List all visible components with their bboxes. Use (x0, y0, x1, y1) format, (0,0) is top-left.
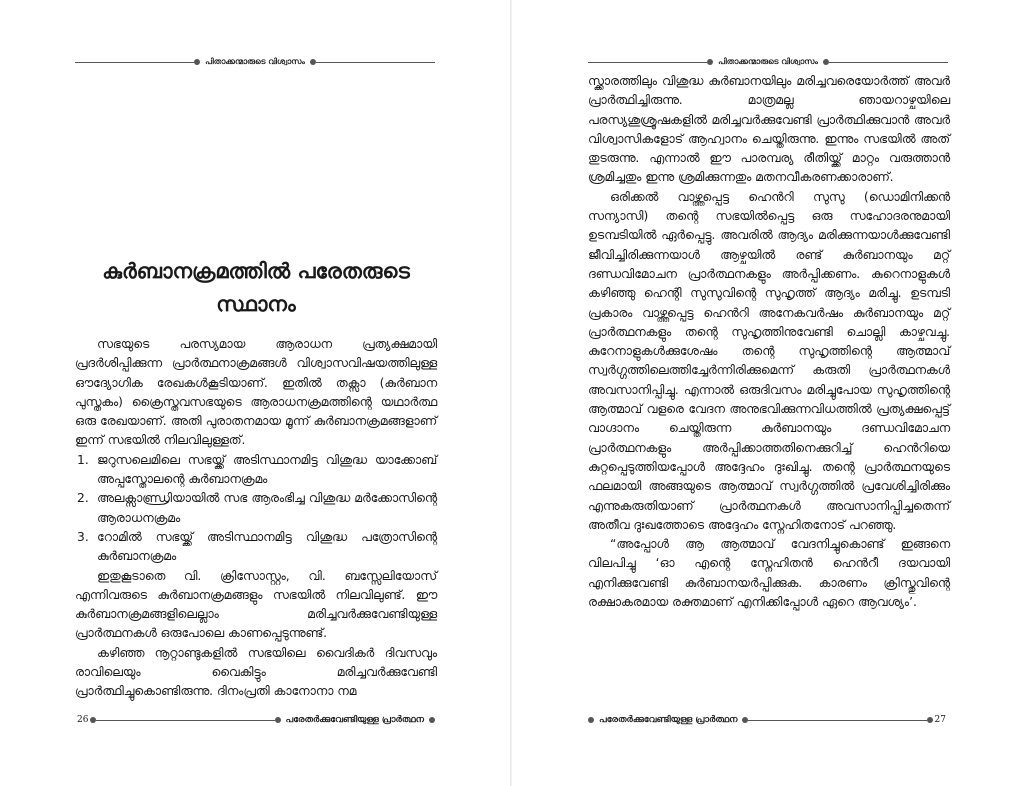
right-page (512, 0, 1024, 786)
paragraph: സ്ക്കാരത്തിലും വിശുദ്ധ കുർബാനയിലും മരിച്ചവരെയോർത്ത് അവർ പ്രാർത്ഥിച്ചിരുന്നു. മാത്രമല്ല ഞായറാഴ്ചയിലെ പരസ്യശുശ്രൂഷകളിൽ മരിച്ചവർക്കുവേണ്ടി പ്രാർത്ഥിക്കുവാൻ അവർ വിശ്വാസികളോട് ആഹ്വാനം ചെയ്തിരുന്നു. ഇന്നും സഭയിൽ അത് തുടരുന്നു. എന്നാൽ ഈ പാരമ്പര്യ രീതിയ്ക്ക് മാറ്റം വരുത്താൻ ശ്രമിച്ചതും ഇന്നു ശ്രമിക്കുന്നതും മതനവീകരണക്കാരാണ്. (588, 74, 950, 185)
divider (829, 62, 948, 63)
divider (96, 720, 274, 721)
page-number: 27 (934, 715, 946, 725)
list-item (75, 528, 437, 567)
body-text (588, 72, 950, 612)
body-text (75, 335, 437, 702)
divider (748, 720, 926, 721)
running-head-title: പിതാക്കന്മാരുടെ വിശ്വാസം (205, 57, 305, 66)
list-item (75, 489, 437, 528)
list-number: 3. (77, 529, 89, 544)
book-title: പരേതർക്കുവേണ്ടിയുള്ള പ്രാർത്ഥന (285, 715, 424, 725)
intro-paragraph: സഭയുടെ പരസ്യമായ ആരാധന പ്രത്യക്ഷമായി പ്രദർശിപ്പിക്കുന്ന പ്രാർത്ഥനാക്രമങ്ങൾ വിശ്വാസവിഷയത്തിലുള്ള ഔദ്യോഗിക രേഖകൾകൂടിയാണ്. ഇതിൽ തക്സാ (കുർബാന പുസ്തകം) ക്രൈസ്തവസഭയുടെ ആരാധനക്രമത്തിന്റെ യഥാർത്ഥ ഒരു രേഖയാണ്. അതി പുരാതനമായ മൂന്ന് കുർബാനക്രമങ്ങളാണ് ഇന്ന് സഭയിൽ നിലവിലുള്ളത്. (75, 337, 437, 448)
list-item (75, 451, 437, 490)
running-head-title: പിതാക്കന്മാരുടെ വിശ്വാസം (718, 57, 818, 66)
running-head (75, 57, 435, 67)
list-item-text: അലക്സാണ്ഡ്രിയായിൽ സഭ ആരംഭിച്ച വിശുദ്ധ മർക്കോസിന്റെ ആരാധനക്രമം (97, 491, 437, 525)
list-item-text: ജറുസലെമിലെ സഭയ്ക്ക് അടിസ്ഥാനമിട്ട വിശുദ്ധ യാക്കോബ് അപ്പസ്തോലന്റെ കുർബാനക്രമം (97, 452, 437, 487)
divider (588, 62, 707, 63)
divider (316, 62, 435, 63)
list-item-text: റോമിൽ സഭയ്ക്ക് അടിസ്ഥാനമിട്ട വിശുദ്ധ പത്രോസിന്റെ കുർബാനക്രമം (97, 529, 437, 564)
chapter-title (75, 255, 437, 321)
running-foot (588, 714, 948, 726)
quote-paragraph: “അപ്പോൾ ആ ആത്മാവ് വേദനിച്ചുകൊണ്ട് ഇങ്ങനെ വിലപിച്ചു ‘ഓ എന്റെ സ്നേഹിതൻ ഹെൻറീ ദയവായി എനിക്കുവേണ്ടി കുർബാനയർപ്പിക്കുക. കാരണം ക്രിസ്തുവിന്റെ രക്ഷാകരമായ രക്തമാണ് എനിക്കിപ്പോൾ ഏറെ ആവശ്യം’. (588, 537, 950, 610)
paragraph: കഴിഞ്ഞ നൂറ്റാണ്ടുകളിൽ സഭയിലെ വൈദികർ ദിവസവും രാവിലെയും വൈകിട്ടും മരിച്ചവർക്കുവേണ്ടി പ്രാർത്ഥിച്ചുകൊണ്ടിരുന്നു. ദിനംപ്രതി കാനോനാ നമ (75, 645, 437, 699)
list-number: 2. (77, 491, 89, 506)
chapter-title-line-2: സ്ഥാനം (216, 292, 296, 316)
paragraph: ഒരിക്കൽ വാഴ്ത്തപ്പെട്ട ഹെൻറി സുസു (ഡൊമിനിക്കൻ സന്യാസി) തന്റെ സഭയിൽപ്പെട്ട ഒരു സഹോദരനുമായി ഉടമ്പടിയിൽ ഏർപ്പെട്ടു. അവരിൽ ആദ്യം മരിക്കുന്നയാൾക്കുവേണ്ടി ജീവിച്ചിരിക്കുന്നയാൾ ആഴ്ചയിൽ രണ്ട് കുർബാനയും മറ്റ് ദണ്ഡവിമോചന പ്രാർത്ഥനകളും അർപ്പിക്കണം. കുറെനാളുകൾ കഴിഞ്ഞു ഹെന്റി സുസുവിന്റെ സുഹൃത്ത് ആദ്യം മരിച്ചു. ഉടമ്പടി പ്രകാരം വാഴ്ത്തപ്പെട്ട ഹെൻറി അനേകവർഷം കുർബാനയും മറ്റ് പ്രാർത്ഥനകളും തന്റെ സുഹൃത്തിനുവേണ്ടി ചൊല്ലി കാഴ്ചവച്ചു. കുറേനാളുകൾക്കുശേഷം തന്റെ സുഹൃത്തിന്റെ ആത്മാവ് സ്വർഗ്ഗത്തിലെത്തിച്ചേർന്നിരിക്കുമെന്ന് കരുതി പ്രാർത്ഥനകൾ അവസാനിപ്പിച്ചു. എന്നാൽ ഒരുദിവസം മരിച്ചുപോയ സുഹൃത്തിന്റെ ആത്മാവ് വളരെ വേദന അനുഭവിക്കുന്നവിധത്തിൽ പ്രത്യക്ഷപ്പെട്ട് വാഗ്ദാനം ചെയ്തിരുന്ന കുർബാനയും ദണ്ഡവിമോചന പ്രാർത്ഥനകളും അർപ്പിക്കാത്തതിനെക്കുറിച്ച് ഹെൻറിയെ കുറ്റപ്പെടുത്തിയപ്പോൾ അദ്ദേഹം ദുഃഖിച്ചു. തന്റെ പ്രാർത്ഥനയുടെ ഫലമായി അങ്ങയുടെ ആത്മാവ് സ്വർഗ്ഗത്തിൽ പ്രവേശിച്ചിരിക്കും എന്നുകരുതിയാണ് പ്രാർത്ഥനകൾ അവസാനിപ്പിച്ചതെന്ന് അതീവ ദുഃഖത്തോടെ അദ്ദേഹം സ്നേഹിതനോട് പറഞ്ഞു. (588, 189, 950, 532)
liturgy-list (75, 451, 437, 567)
page-number: 26 (77, 715, 89, 725)
list-number: 1. (77, 452, 89, 467)
paragraph: ഇതുകൂടാതെ വി. ക്രിസോസ്റ്റം, വി. ബസ്സേലിയോസ് എന്നിവരുടെ കുർബാനക്രമങ്ങളും സഭയിൽ നിലവിലുണ്ട്. ഈ കുർബാനക്രമങ്ങളിലെല്ലാം മരിച്ചവർക്കുവേണ്ടിയുള്ള പ്രാർത്ഥനകൾ ഒരുപോലെ കാണപ്പെടുന്നുണ്ട്. (75, 568, 437, 641)
chapter-title-line-1: കുർബാനക്രമത്തിൽ പരേതരുടെ (102, 259, 410, 283)
bullet-dot-icon (429, 717, 435, 723)
running-head (588, 57, 948, 67)
running-foot (75, 714, 435, 726)
divider (75, 62, 194, 63)
book-title: പരേതർക്കുവേണ്ടിയുള്ള പ്രാർത്ഥന (599, 715, 738, 725)
